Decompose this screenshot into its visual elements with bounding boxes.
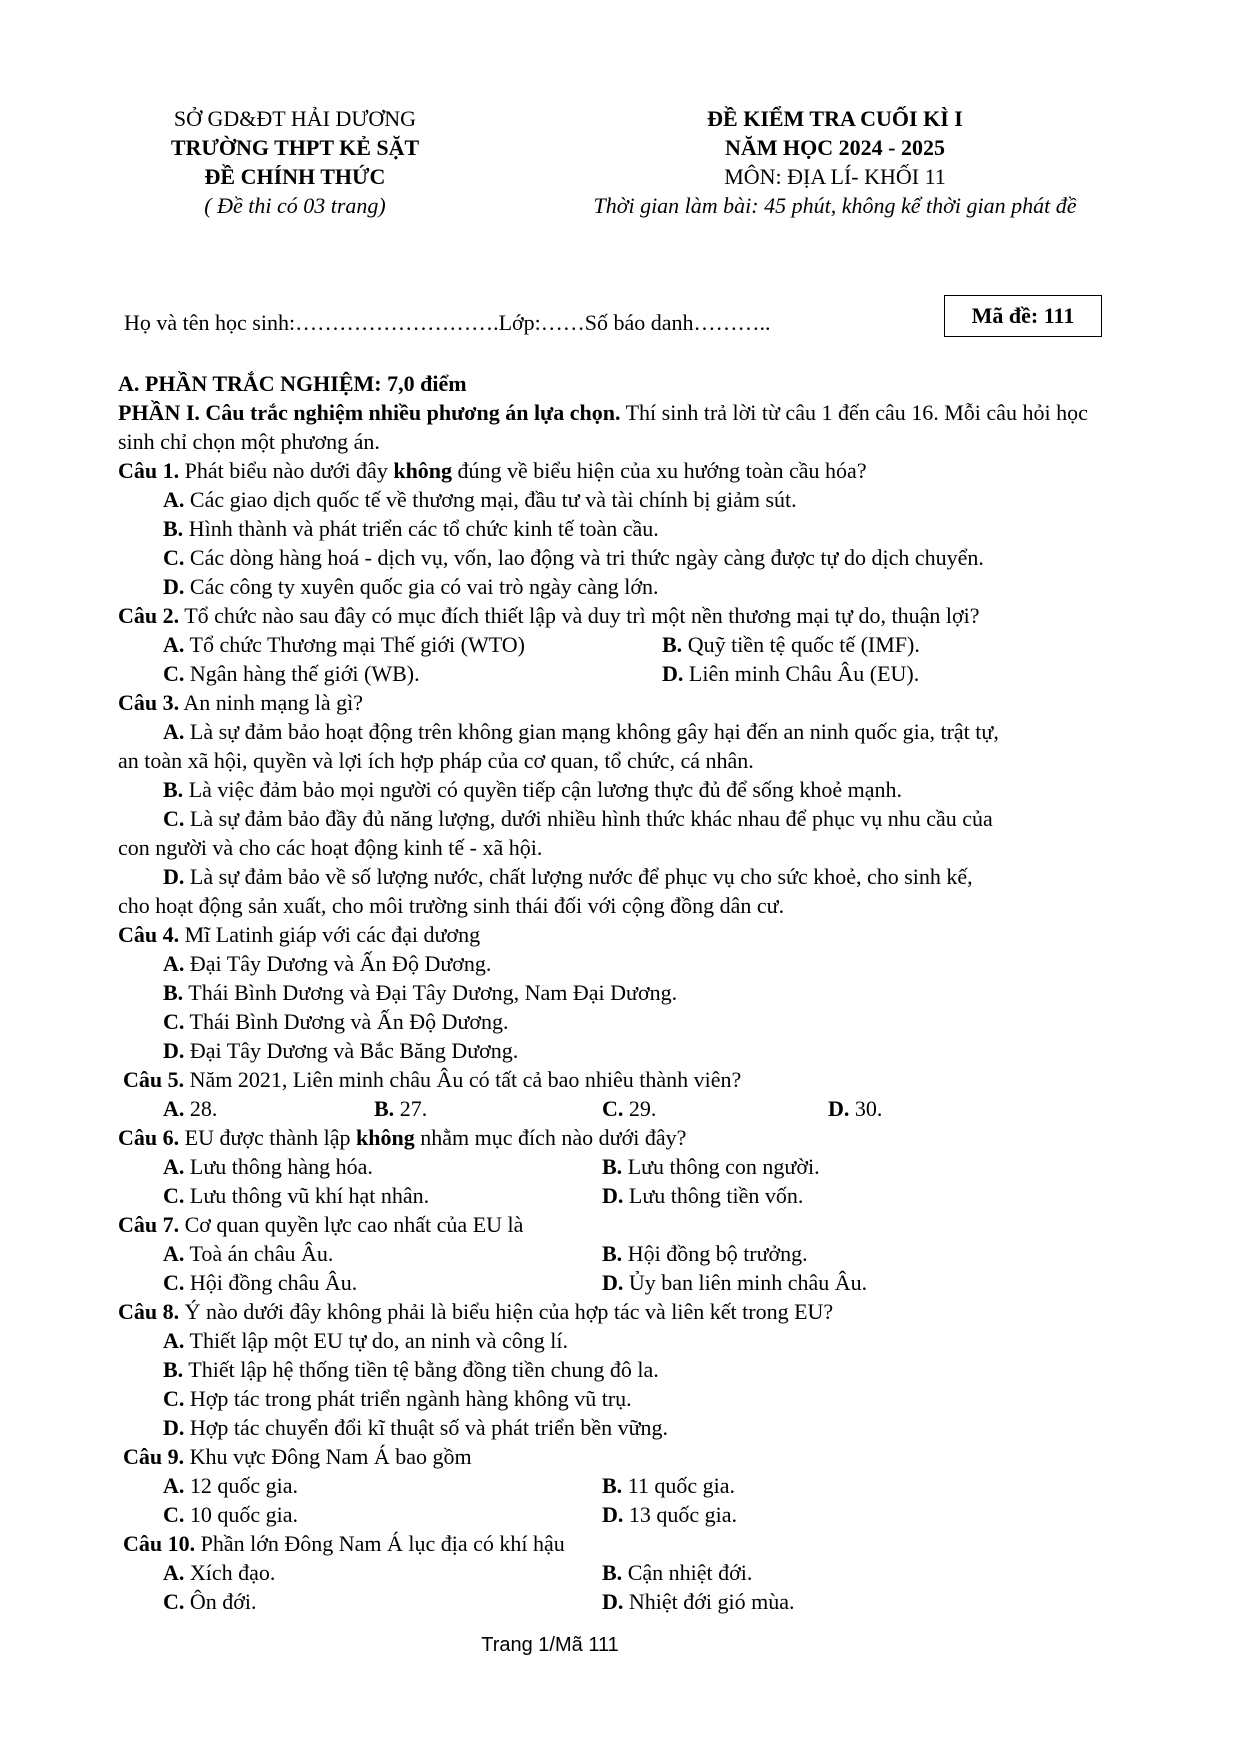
- q1-option-d: D. Các công ty xuyên quốc gia có vai trò ngày càng lớn.: [163, 574, 659, 599]
- q3-option-b: B. Là việc đảm bảo mọi người có quyền tiếp cận lương thực đủ để sống khoẻ mạnh.: [163, 777, 903, 802]
- header-right: [545, 104, 1125, 220]
- school-year: NĂM HỌC 2024 - 2025: [725, 135, 945, 160]
- question-7: Câu 7. Cơ quan quyền lực cao nhất của EU là: [118, 1212, 524, 1237]
- student-info-line: Họ và tên học sinh:……………………….Lớp:……Số báo danh………..: [124, 310, 771, 335]
- q10-options-row1: [118, 1558, 1128, 1587]
- q2-option-a: A. Tổ chức Thương mại Thế giới (WTO): [163, 632, 525, 657]
- q2-option-c: C. Ngân hàng thế giới (WB).: [163, 661, 420, 686]
- q10-options-row2: [118, 1587, 1128, 1616]
- q3-option-d-cont: cho hoạt động sản xuất, cho môi trường sinh thái đối với cộng đồng dân cư.: [118, 893, 785, 918]
- q1-option-c: C. Các dòng hàng hoá - dịch vụ, vốn, lao động và tri thức ngày càng được tự do dịch chuyển.: [163, 545, 984, 570]
- official-label: ĐỀ CHÍNH THỨC: [204, 164, 386, 189]
- subject-line: MÔN: ĐỊA LÍ- KHỐI 11: [724, 164, 946, 189]
- question-4: Câu 4. Mĩ Latinh giáp với các đại dương: [118, 922, 481, 947]
- q5-option-d: D. 30.: [828, 1096, 883, 1121]
- question-3: Câu 3. An ninh mạng là gì?: [118, 690, 364, 715]
- question-8: Câu 8. Ý nào dưới đây không phải là biểu hiện của hợp tác và liên kết trong EU?: [118, 1299, 834, 1324]
- q9-option-d: D. 13 quốc gia.: [602, 1502, 738, 1527]
- question-5: Câu 5. Năm 2021, Liên minh châu Âu có tất cả bao nhiêu thành viên?: [123, 1067, 742, 1092]
- q7-option-c: C. Hội đồng châu Âu.: [163, 1270, 358, 1295]
- q6-options-row1: [118, 1152, 1128, 1181]
- q4-option-a: A. Đại Tây Dương và Ấn Độ Dương.: [163, 951, 492, 976]
- exam-title: ĐỀ KIỂM TRA CUỐI KÌ I: [707, 106, 963, 131]
- q5-option-a: A. 28.: [163, 1096, 218, 1121]
- page-count-note: ( Đề thi có 03 trang): [204, 193, 386, 218]
- q10-option-c: C. Ôn đới.: [163, 1589, 257, 1614]
- q2-option-b: B. Quỹ tiền tệ quốc tế (IMF).: [662, 632, 920, 657]
- q2-options-row2: [118, 659, 1128, 688]
- q2-options-row1: [118, 630, 1128, 659]
- section-a-title: A. PHẦN TRẮC NGHIỆM: 7,0 điểm: [118, 371, 467, 396]
- department-name: SỞ GD&ĐT HẢI DƯƠNG: [173, 106, 417, 131]
- question-10: Câu 10. Phần lớn Đông Nam Á lục địa có khí hậu: [123, 1531, 565, 1556]
- q6-option-b: B. Lưu thông con người.: [602, 1154, 820, 1179]
- question-6: Câu 6. EU được thành lập không nhằm mục đích nào dưới đây?: [118, 1125, 687, 1150]
- q9-option-a: A. 12 quốc gia.: [163, 1473, 299, 1498]
- q4-option-d: D. Đại Tây Dương và Bắc Băng Dương.: [163, 1038, 519, 1063]
- q7-options-row1: [118, 1239, 1128, 1268]
- q8-option-d: D. Hợp tác chuyển đổi kĩ thuật số và phát triển bền vững.: [163, 1415, 669, 1440]
- q8-option-a: A. Thiết lập một EU tự do, an ninh và công lí.: [163, 1328, 569, 1353]
- page-footer: Trang 1/Mã 111: [481, 1634, 619, 1656]
- q9-option-c: C. 10 quốc gia.: [163, 1502, 299, 1527]
- q7-option-a: A. Toà án châu Âu.: [163, 1241, 334, 1266]
- q9-option-b: B. 11 quốc gia.: [602, 1473, 736, 1498]
- q10-option-d: D. Nhiệt đới gió mùa.: [602, 1589, 795, 1614]
- q5-option-c: C. 29.: [602, 1096, 657, 1121]
- q6-option-c: C. Lưu thông vũ khí hạt nhân.: [163, 1183, 430, 1208]
- school-name: TRƯỜNG THPT KẺ SẶT: [170, 135, 420, 160]
- exam-code: Mã đề: 111: [971, 303, 1075, 328]
- q8-option-c: C. Hợp tác trong phát triển ngành hàng không vũ trụ.: [163, 1386, 632, 1411]
- q5-option-b: B. 27.: [374, 1096, 428, 1121]
- question-2: Câu 2. Tổ chức nào sau đây có mục đích thiết lập và duy trì một nền thương mại tự do, thuận lợi?: [118, 603, 980, 628]
- q1-option-a: A. Các giao dịch quốc tế về thương mại, đầu tư và tài chính bị giảm sút.: [163, 487, 797, 512]
- question-1: Câu 1. Phát biểu nào dưới đây không đúng về biểu hiện của xu hướng toàn cầu hóa?: [118, 458, 867, 483]
- q7-options-row2: [118, 1268, 1128, 1297]
- q3-option-d: D. Là sự đảm bảo về số lượng nước, chất lượng nước để phục vụ cho sức khoẻ, cho sinh kế,: [163, 864, 973, 889]
- q5-options-row: [118, 1094, 1128, 1123]
- q10-option-a: A. Xích đạo.: [163, 1560, 276, 1585]
- q3-option-c-cont: con người và cho các hoạt động kinh tế - xã hội.: [118, 835, 543, 860]
- q3-option-a: A. Là sự đảm bảo hoạt động trên không gian mạng không gây hại đến an ninh quốc gia, trật tự,: [163, 719, 999, 744]
- q8-option-b: B. Thiết lập hệ thống tiền tệ bằng đồng tiền chung đô la.: [163, 1357, 659, 1382]
- q10-option-b: B. Cận nhiệt đới.: [602, 1560, 753, 1585]
- q1-option-b: B. Hình thành và phát triển các tổ chức kinh tế toàn cầu.: [163, 516, 659, 541]
- exam-code-box: [944, 295, 1102, 337]
- question-9: Câu 9. Khu vực Đông Nam Á bao gồm: [123, 1444, 472, 1469]
- q7-option-b: B. Hội đồng bộ trưởng.: [602, 1241, 808, 1266]
- header-left: [110, 104, 480, 220]
- part1-instructions: PHẦN I. Câu trắc nghiệm nhiều phương án lựa chọn. Thí sinh trả lời từ câu 1 đến câu 16. Mỗi câu hỏi học sinh chỉ chọn một phương án.: [118, 400, 1088, 454]
- exam-body: [118, 369, 1128, 1616]
- q6-options-row2: [118, 1181, 1128, 1210]
- q9-options-row1: [118, 1471, 1128, 1500]
- q4-option-b: B. Thái Bình Dương và Đại Tây Dương, Nam Đại Dương.: [163, 980, 678, 1005]
- q3-option-c: C. Là sự đảm bảo đầy đủ năng lượng, dưới nhiều hình thức khác nhau để phục vụ nhu cầu của: [163, 806, 993, 831]
- q9-options-row2: [118, 1500, 1128, 1529]
- q2-option-d: D. Liên minh Châu Âu (EU).: [662, 661, 920, 686]
- q6-option-d: D. Lưu thông tiền vốn.: [602, 1183, 804, 1208]
- q7-option-d: D. Ủy ban liên minh châu Âu.: [602, 1270, 868, 1295]
- q6-option-a: A. Lưu thông hàng hóa.: [163, 1154, 373, 1179]
- q3-option-a-cont: an toàn xã hội, quyền và lợi ích hợp pháp của cơ quan, tổ chức, cá nhân.: [118, 748, 754, 773]
- q4-option-c: C. Thái Bình Dương và Ấn Độ Dương.: [163, 1009, 509, 1034]
- time-note: Thời gian làm bài: 45 phút, không kể thời gian phát đề: [593, 193, 1077, 218]
